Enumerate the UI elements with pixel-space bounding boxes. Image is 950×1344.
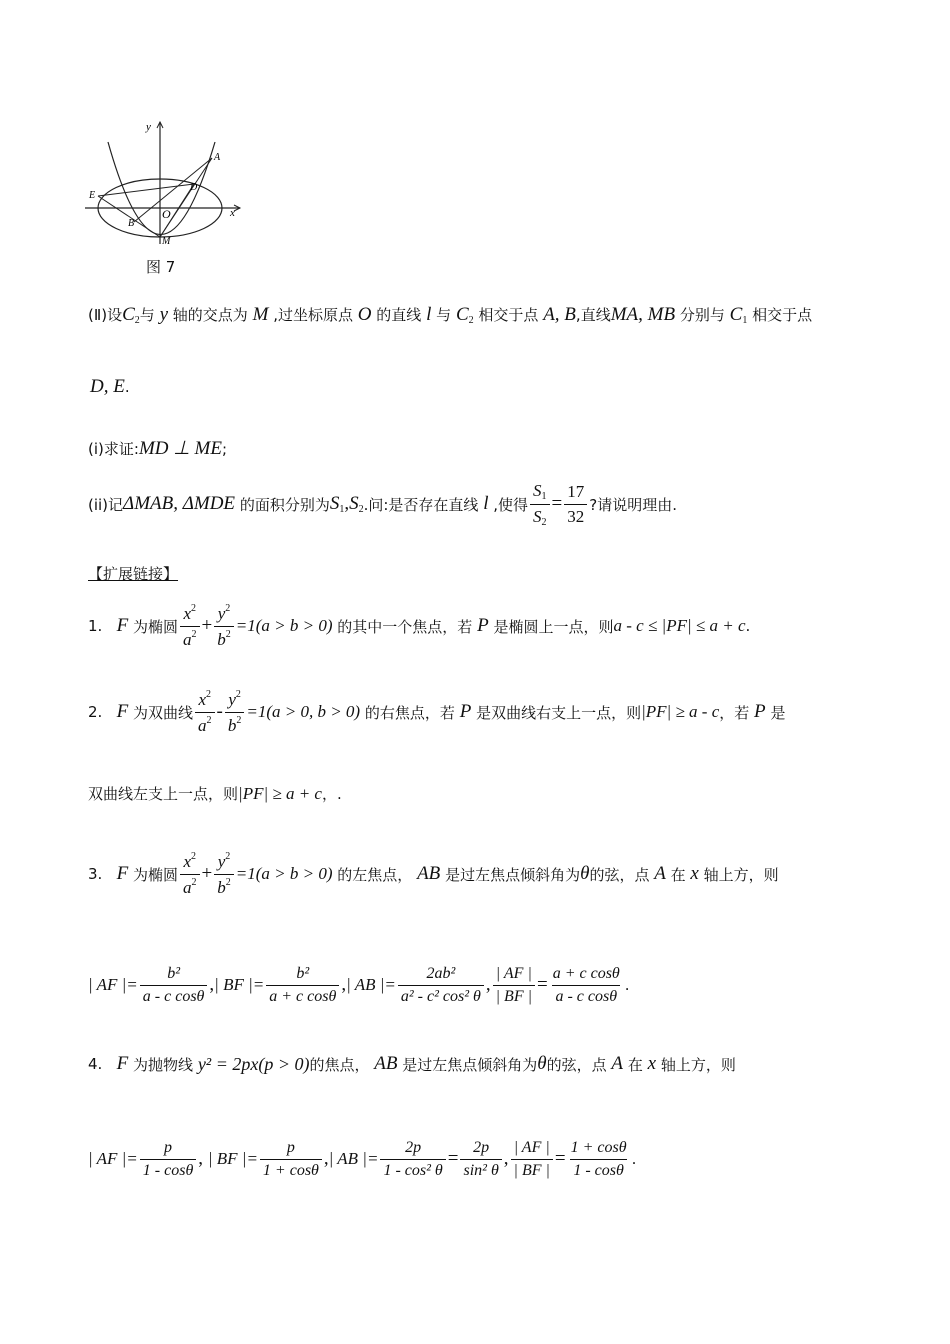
ext-heading: 【扩展链接】 [88,565,179,583]
ext-item2: 2. F 为双曲线 $\frac{x^2}{a^2}$ - $\frac{y^2}{b^2}$ =1(a > 0, b > 0) 的右焦点，若 P 是双曲线右支上一点，则 |PF| ≥ a - c ，若 P 是 [88,688,786,735]
part2-ii: (ii)记 ΔMAB, ΔMDE 的面积分别为 $S_1$ , $S_2$ .问:是否存在直线 l ,使得 $\frac{S_1}{S_2}$ = $\frac{17}{32}$ ?请说明理由. [88,480,677,528]
label-A: A [214,152,221,163]
part2-i: (i)求证:MD ⊥ ME; [88,438,228,459]
ext-item3-formulas: | AF |= $\frac{\text{b²}}{\text{a - c cosθ}}$ , | BF |= $\frac{\text{b²}}{\text{a + c cosθ}}$ , | AB |= $\frac{\text{2ab²}}{\text{a² - c² cos² θ}}$ , $\frac{| AF |}{| BF |}$ = $\frac{\text{a + c cosθ}}{\text{a - c cosθ}}$ . [88,964,630,1005]
ext-item4-formulas: | AF |= $\frac{p}{1 - \cos\theta}$ , | BF |= $\frac{p}{1 + \cos\theta}$ , | AB |= $\frac{2p}{\text{1 - cos² θ}}$ = $\frac{2p}{\text{sin² θ}}$ , $\frac{| AF |}{| BF |}$ = $\frac{1 + \cos\theta}{1 - \cos\theta}$ . [88,1138,637,1179]
figure-7-diagram [80,112,255,252]
label-E: E [89,190,96,201]
figure-caption: 图 7 [146,258,176,276]
label-D: D [190,182,198,193]
ext-item3: 3. F 为椭圆 $\frac{x^2}{a^2}$ + $\frac{y^2}{b^2}$ =1(a > b > 0) 的左焦点， AB 是过左焦点倾斜角为 θ 的弦，点 A 在 x 轴上方，则 [88,850,779,897]
label-y: y [146,121,151,133]
label-M: M [162,236,171,247]
label-x: x [230,207,235,219]
ext-item2-cont: 双曲线左支上一点，则|PF| ≥ a + c，. [88,784,342,803]
ext-item1: 1. F 为椭圆 $\frac{x^2}{a^2}$ + $\frac{y^2}{b^2}$ =1(a > b > 0) 的其中一个焦点，若 P 是椭圆上一点，则 a - c ≤ |PF| ≤ a + c . [88,602,751,649]
label-O: O [162,207,171,221]
part2-line2: D, E. [90,376,130,397]
label-B: B [128,218,135,229]
ext-item4: 4. F 为抛物线 y² = 2px(p > 0) 的焦点， AB 是过左焦点倾斜角为 θ 的弦，点 A 在 x 轴上方，则 [88,1053,736,1074]
part2-line1: (Ⅱ)设$C_2$与 y 轴的交点为 M ,过坐标原点 O 的直线 l 与 $C_2$ 相交于点 A, B,直线MA, MB 分别与 $C_1$ 相交于点 [88,304,813,326]
